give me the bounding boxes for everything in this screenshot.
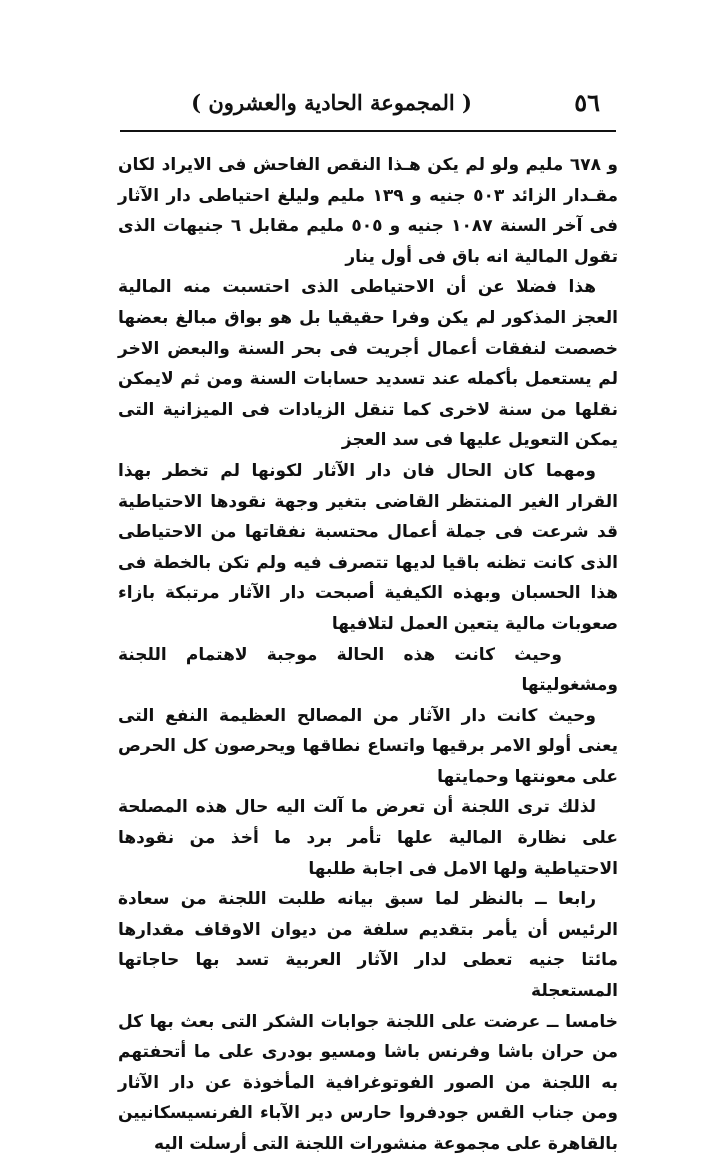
paragraph-museum-situation: ومهما كان الحال فان دار الآثار لكونها لم تخطر بهذا القرار الغير المنتظر القاضى بتغير وجهة نقودها الاحتياطية قد شرعت فى جملة أعمال محتسبة نفقاتها من الاحتياطى الذى كانت تظنه باقيا لديها تتصرف فيه ولم تكن بالخطة فى هذا الحسبان وبهذه الكيفية أصبحت دار الآثار مرتبكة بازاء صعوبات مالية يتعين العمل لتلافيها bbox=[118, 460, 618, 634]
paragraph-whereas-concern: وحيث كانت هذه الحالة موجبة لاهتمام اللجنة ومشغوليتها bbox=[118, 644, 618, 696]
paragraph-whereas-importance: وحيث كانت دار الآثار من المصالح العظيمة النفع التى يعنى أولو الامر برقيها واتساع نطاقها ويحرصون كل الحرص على معونتها وحمايتها bbox=[118, 705, 618, 787]
running-title: ( المجموعة الحادية والعشرون ) bbox=[191, 90, 472, 115]
body-text bbox=[118, 150, 618, 1160]
header-divider bbox=[120, 130, 616, 132]
paragraph-reserve-deficit: هذا فضلا عن أن الاحتياطى الذى احتسبت منه المالية العجز المذكور لم يكن وفرا حقيقيا بل هو بواق مبالغ بعضها خصصت لنفقات أعمال أجريت فى بحر السنة والبعض الاخر لم يستعمل بأكمله عند تسديد حسابات السنة ومن ثم لايمكن نقلها من سنة لاخرى كما تنقل الزيادات فى الميزانية التى يمكن التعويل عليها فى سد العجز bbox=[118, 277, 618, 451]
paragraph-committee-request: لذلك ترى اللجنة أن تعرض ما آلت اليه حال هذه المصلحة على نظارة المالية علها تأمر برد ما أخذ من نقودها الاحتياطية ولها الامل فى اجابة طلبها bbox=[118, 797, 618, 879]
page-header bbox=[140, 88, 600, 128]
page-number: ٥٦ bbox=[574, 88, 600, 117]
paragraph-fifth-item: خامسا ــ عرضت على اللجنة جوابات الشكر التى بعث بها كل من حران باشا وفرنس باشا ومسيو بودرى على ما أتحفتهم به اللجنة من الصور الفوتوغرافية المأخوذة عن دار الآثار ومن جناب القس جودفروا حارس دير الآباء الفرنسيسكانيين بالقاهرة على مجموعة منشورات اللجنة التى أرسلت اليه bbox=[118, 1011, 618, 1154]
paragraph-fourth-item: رابعا ــ بالنظر لما سبق بيانه طلبت اللجنة من سعادة الرئيس أن يأمر بتقديم سلفة من ديوان الاوقاف مقدارها مائتا جنيه تعطى لدار الآثار العربية تسد بها حاجاتها المستعجلة bbox=[118, 889, 618, 1002]
paragraph-budget-figures: و ٦٧٨ مليم ولو لم يكن هـذا النقص الفاحش فى الايراد لكان مقـدار الزائد ٥٠٣ جنيه و ١٣٩ مليم وليلغ احتياطى دار الآثار فى آخر السنة ١٠٨٧ جنيه و ٥٠٥ مليم مقابل ٦ جنيهات الذى تقول المالية انه باق فى أول ينار bbox=[118, 155, 618, 267]
